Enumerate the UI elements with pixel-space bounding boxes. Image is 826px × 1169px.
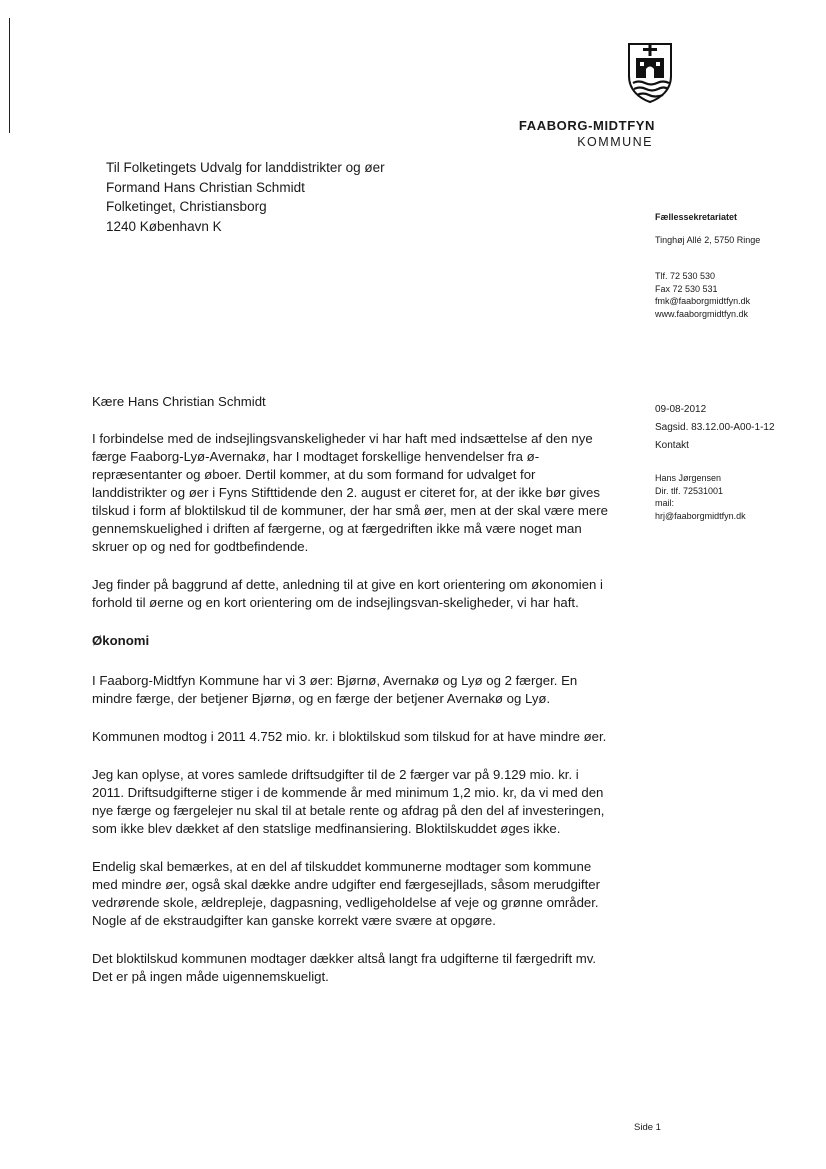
sender-phone: Tlf. 72 530 530 [655,271,716,281]
page-number: Side 1 [634,1122,661,1133]
paragraph-conclusion: Det bloktilskud kommunen modtager dækker altså langt fra udgifterne til færgedrift mv. Det er på ingen måde uigennemskueligt. [92,951,597,984]
recipient-line: Formand Hans Christian Schmidt [106,179,305,195]
paragraph-purpose: Jeg finder på baggrund af dette, anledning til at give en kort orientering om økonomien i forhold til øerne og en kort orientering om de indsejlingsvan-skeligheder, vi har haft. [92,577,603,610]
paragraph-other-costs: Endelig skal bemærkes, at en del af tilskuddet kommunerne modtager som kommune med mindre øer, også skal dække andre udgifter end færgesejllads, såsom merudgifter vedrørende skole, ældrepleje, dagpasning, vedligeholdelse af veje og grønne områder. Nogle af de ekstraudgifter kan ganske korrekt være svære at opgøre. [92,859,600,928]
contact-person-email: hrj@faaborgmidtfyn.dk [655,510,746,521]
case-id: Sagsid. 83.12.00-A00-1-12 [655,422,775,433]
municipality-name: FAABORG-MIDTFYN [518,118,655,133]
paragraph-islands: I Faaborg-Midtfyn Kommune har vi 3 øer: Bjørnø, Avernakø og Lyø og 2 færger. En mindre færge, der betjener Bjørnø, og en færge der betjener Avernakø og Lyø. [92,673,578,706]
sender-email: fmk@faaborgmidtfyn.dk [655,296,751,306]
sender-department: Fællessekretariatet [655,212,738,222]
contact-person-phone: Dir. tlf. 72531001 [655,485,724,496]
letter-body [92,393,612,1006]
paragraph-block-grant: Kommunen modtog i 2011 4.752 mio. kr. i bloktilskud som tilskud for at have mindre øer. [92,729,607,744]
contact-person-name: Hans Jørgensen [655,473,722,483]
recipient-line: 1240 København K [106,218,222,234]
letter-date: 09-08-2012 [655,404,707,415]
recipient-line: Folketinget, Christiansborg [106,199,267,214]
sender-fax: Fax 72 530 531 [655,283,718,294]
municipal-coat-of-arms-icon [625,38,675,104]
sender-contact-block [655,270,750,320]
recipient-address-block [106,158,385,236]
contact-person-mail-label: mail: [655,498,675,508]
salutation: Kære Hans Christian Schmidt [92,394,266,409]
sender-website: www.faaborgmidtfyn.dk [655,308,749,319]
letter-meta-block [655,401,775,455]
scan-edge-line [9,18,10,133]
contact-label: Kontakt [655,440,689,451]
sender-address: Tinghøj Allé 2, 5750 Ringe [655,235,761,245]
recipient-line: Til Folketingets Udvalg for landdistrikter og øer [106,160,385,175]
paragraph-operating-costs: Jeg kan oplyse, at vores samlede driftsudgifter til de 2 færger var på 9.129 mio. kr. i 2011. Driftsudgifterne stiger i de kommende år med minimum 1,2 mio. kr, da vi med den nye færge og færgelejer nu skal til at betale rente og afdrag på den del af investeringen, som ikke blev dækket af den statslige medfinansiering. Bloktilskuddet øges ikke. [92,767,605,836]
municipality-subtitle: KOMMUNE [577,135,653,149]
paragraph-intro: I forbindelse med de indsejlingsvanskeligheder vi har haft med indsættelse af den nye færge Faaborg-Lyø-Avernakø, har I modtaget forskellige henvendelser fra ø-repræsentanter og øboer. Dertil kommer, at du som formand for udvalget for landdistrikter og øer i Fyns Stifttidende den 2. august er citeret for, at der ikke bør gives tilskud i form af bloktilskud til de kommuner, der har små øer, men at der skal være mere gennemskuelighed i driften af færgerne, og at færgedriften ikke må være noget man skruer op og ned for godtbefindende. [92,431,608,554]
municipality-wordmark [505,117,655,150]
contact-person-block [655,472,746,522]
section-heading-economy: Økonomi [92,633,150,648]
